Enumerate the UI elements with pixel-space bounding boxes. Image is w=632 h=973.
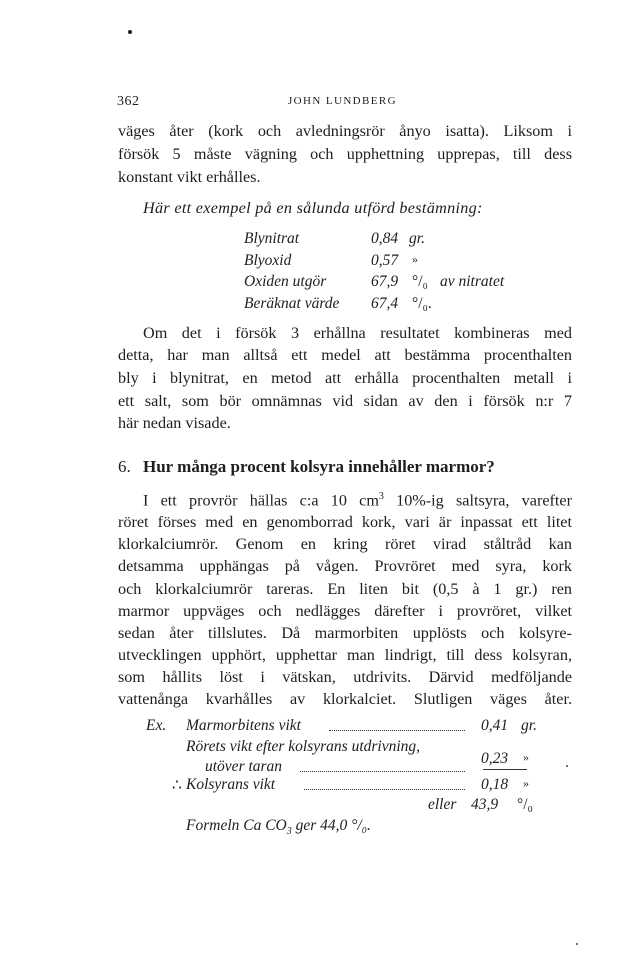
table-unit: °/₀. bbox=[412, 295, 432, 312]
formula bbox=[186, 817, 371, 837]
text-line: försök 5 måste vägning och upphettning upprepas, till dess bbox=[118, 145, 572, 163]
calc-unit: » bbox=[523, 750, 529, 764]
calc-value: 43,9 bbox=[471, 796, 499, 813]
calc-ex-label: Ex. bbox=[146, 717, 167, 734]
table-value: 67,9 bbox=[371, 273, 399, 290]
text-line: vattenånga kvarhålles av klorkalciet. Slutligen väges åter. bbox=[118, 690, 572, 708]
table-unit: » bbox=[412, 252, 418, 266]
table-value: 67,4 bbox=[371, 295, 399, 312]
table-label: Oxiden utgör bbox=[244, 273, 327, 290]
calc-value: 0,41 bbox=[481, 717, 509, 734]
table-value: 0,84 bbox=[371, 230, 399, 247]
text-line: här nedan visade. bbox=[118, 414, 231, 432]
text-line: ett salt, som bör omnämnas vid sidan av den i försök n:r 7 bbox=[118, 392, 572, 410]
text-line: klorkalciumrör. Genom en kring röret virad ståltråd kan bbox=[118, 535, 572, 553]
calc-label: Rörets vikt efter kolsyrans utdrivning, bbox=[186, 738, 421, 755]
section-title: Hur många procent kolsyra innehåller marmor? bbox=[143, 457, 495, 476]
table-value: 0,57 bbox=[371, 252, 399, 269]
calc-label: eller bbox=[428, 796, 457, 813]
text-segment: 10%-ig saltsyra, varefter bbox=[383, 491, 572, 510]
table-unit: gr. bbox=[409, 230, 425, 247]
calc-label: utöver taran bbox=[205, 758, 283, 775]
page-speck bbox=[128, 30, 132, 34]
page-speck bbox=[566, 765, 568, 767]
text-line: Om det i försök 3 erhållna resultatet kombineras med bbox=[143, 324, 572, 342]
calc-unit: °/₀ bbox=[517, 796, 533, 813]
table-label: Beräknat värde bbox=[244, 295, 340, 312]
text-line: utvecklingen upphört, upphettar man lindrigt, till dess kolsyran, bbox=[118, 646, 572, 664]
calc-unit: » bbox=[523, 776, 529, 790]
text-line: detsamma upphängas på vågen. Provröret med syra, kork bbox=[118, 557, 572, 575]
running-head: JOHN LUNDBERG bbox=[288, 95, 397, 107]
page-speck bbox=[576, 943, 578, 945]
subscript: 3 bbox=[286, 826, 292, 838]
calc-unit: gr. bbox=[521, 717, 537, 734]
section-number: 6. bbox=[118, 457, 131, 476]
text-line: marmor uppväges och nedlägges därefter i provröret, vilket bbox=[118, 602, 572, 620]
table-label: Blynitrat bbox=[244, 230, 300, 247]
leader-dots bbox=[329, 730, 465, 731]
leader-dots bbox=[304, 789, 465, 790]
table-suffix: av nitratet bbox=[440, 273, 505, 290]
table-unit: °/₀ bbox=[412, 273, 428, 290]
calc-label: Marmorbitens vikt bbox=[186, 717, 301, 734]
text-line bbox=[143, 491, 572, 510]
superscript: 3 bbox=[378, 491, 384, 502]
leader-dots bbox=[300, 771, 465, 772]
text-line: röret förses med en genomborrad kork, vari är inpassat ett litet bbox=[118, 513, 572, 531]
text-line: som hållits löst i vätskan, utdrivits. Därvid medföljande bbox=[118, 668, 572, 686]
text-line: väges åter (kork och avledningsrör ånyo isatta). Liksom i bbox=[118, 122, 572, 140]
text-line: sedan åter tillslutes. Då marmorbiten upplösts och kolsyre- bbox=[118, 624, 572, 642]
calc-value: 0,23 bbox=[481, 750, 509, 767]
text-line: detta, har man alltså ett medel att bestämma procenthalten bbox=[118, 346, 572, 364]
calc-value: 0,18 bbox=[481, 776, 509, 793]
text-line: bly i blynitrat, en metod att erhålla procenthalten metall i bbox=[118, 369, 572, 387]
formula-text: ger 44,0 °/₀. bbox=[291, 817, 371, 834]
text-segment: I ett provrör hällas c:a 10 cm bbox=[143, 491, 379, 510]
sum-rule bbox=[483, 769, 527, 770]
calc-label: Kolsyrans vikt bbox=[186, 776, 276, 793]
page-number: 362 bbox=[117, 94, 140, 109]
example-heading: Här ett exempel på en sålunda utförd bestämning: bbox=[143, 199, 483, 217]
formula-text: Formeln Ca CO bbox=[186, 817, 287, 834]
text-line: konstant vikt erhålles. bbox=[118, 168, 261, 186]
table-label: Blyoxid bbox=[244, 252, 292, 269]
section-heading bbox=[118, 457, 495, 477]
text-line: och klorkalciumrör tareras. En liten bit (0,5 à 1 gr.) ren bbox=[118, 580, 572, 598]
therefore-sign: ∴ bbox=[172, 777, 182, 794]
